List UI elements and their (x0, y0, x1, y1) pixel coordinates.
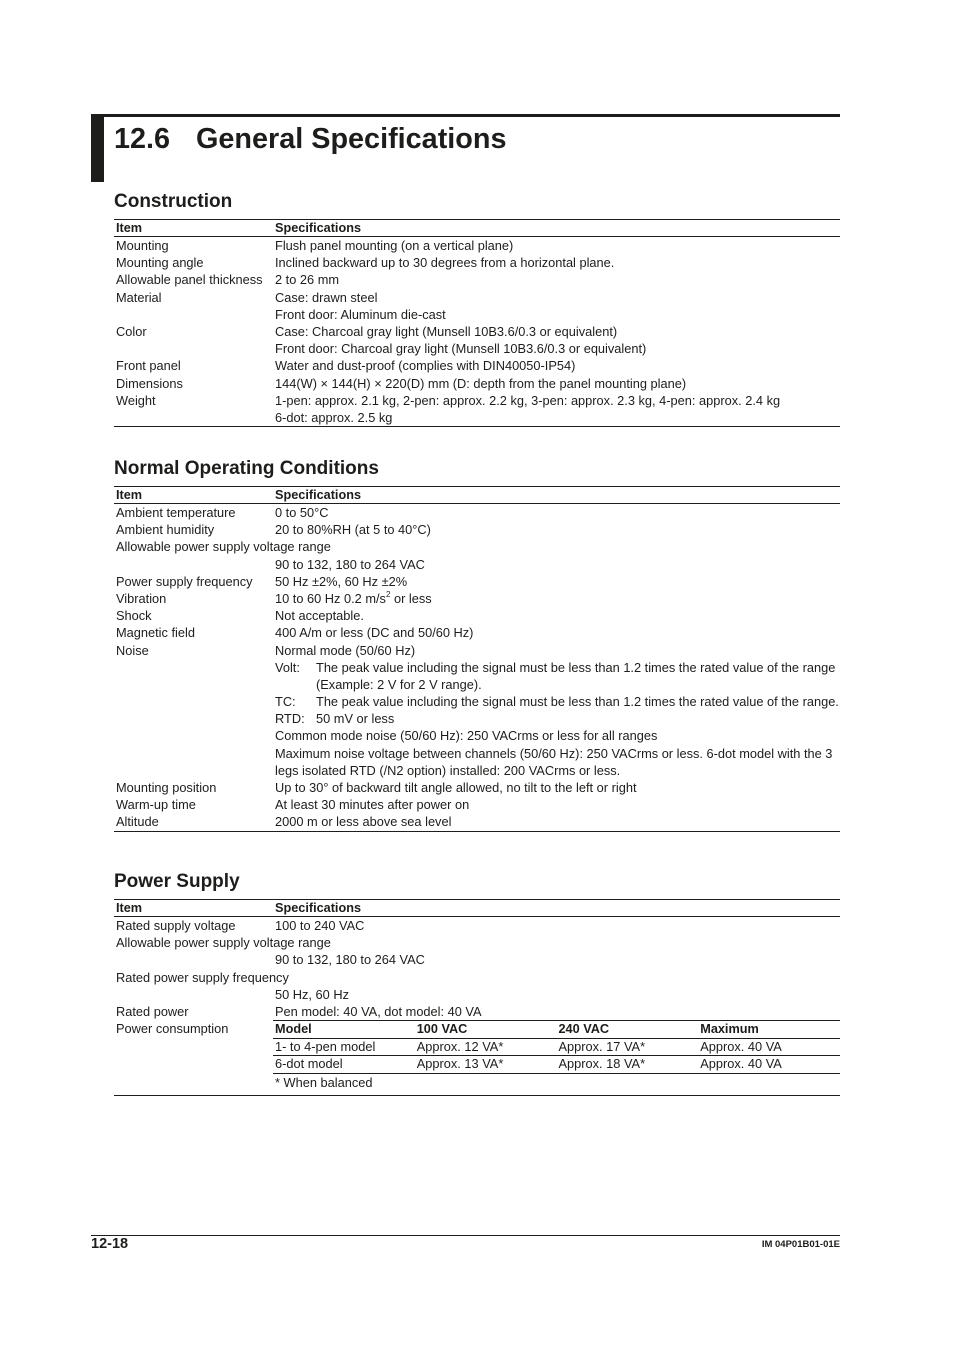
subtable-cell: Approx. 40 VA (700, 1038, 782, 1054)
section-number: 12.6 (114, 123, 171, 155)
spec-item-label: Allowable panel thickness (116, 272, 263, 288)
spec-text: 2000 m or less above sea level (275, 814, 452, 830)
spec-text: Inclined backward up to 30 degrees from a horizontal plane. (275, 255, 615, 271)
table-header-row (114, 220, 840, 237)
spec-text: legs isolated RTD (/N2 option) installed: 200 VACrms or less. (275, 762, 621, 778)
spec-item-label: Dimensions (116, 375, 183, 391)
section-heading: Power Supply (114, 871, 240, 892)
spec-value (275, 796, 840, 813)
spec-item-label: Power consumption (116, 1021, 229, 1037)
table-body (114, 237, 840, 426)
superscript: 2 (385, 589, 391, 599)
spec-item-label (114, 306, 275, 323)
spec-text: 1-pen: approx. 2.1 kg, 2-pen: approx. 2.2 kg, 3-pen: approx. 2.3 kg, 4-pen: approx. 2.4 kg (275, 392, 781, 408)
spec-text: 90 to 132, 180 to 264 VAC (275, 952, 425, 968)
spec-value (275, 306, 840, 323)
spec-value (275, 409, 840, 426)
spec-item-label (114, 710, 275, 727)
table-row (114, 590, 840, 607)
spec-value (275, 521, 840, 538)
spec-value (275, 934, 840, 951)
table-row (114, 813, 840, 830)
table-row (114, 693, 840, 710)
spec-value (275, 659, 840, 676)
table-row (114, 607, 840, 624)
spec-sub-text: The peak value including the signal must be less than 1.2 times the rated value of the range (316, 659, 836, 675)
spec-value (275, 375, 840, 392)
table-row (114, 969, 840, 986)
spec-sub-text: (Example: 2 V for 2 V range). (316, 676, 482, 692)
spec-value (275, 590, 840, 607)
spec-item-label (114, 340, 275, 357)
spec-text: 90 to 132, 180 to 264 VAC (275, 556, 425, 572)
construction-table (114, 219, 840, 427)
spec-item-label: Rated power supply frequency (116, 969, 289, 985)
spec-item-label (114, 676, 275, 693)
subtable-header-row (273, 1021, 840, 1039)
spec-text: 400 A/m or less (DC and 50/60 Hz) (275, 625, 474, 641)
spec-text: Case: drawn steel (275, 289, 378, 305)
spec-item-label (114, 762, 275, 779)
table-row (114, 306, 840, 323)
spec-value (275, 323, 840, 340)
spec-text: 50 Hz ±2%, 60 Hz ±2% (275, 573, 408, 589)
table-row (114, 779, 840, 796)
column-header-item: Item (116, 488, 143, 502)
table-row (114, 271, 840, 288)
column-header-item: Item (116, 221, 143, 235)
table-row (114, 624, 840, 641)
spec-value (275, 676, 840, 693)
spec-value (275, 745, 840, 762)
table-row (114, 340, 840, 357)
spec-item-label (114, 745, 275, 762)
spec-text: Water and dust-proof (complies with DIN40050-IP54) (275, 358, 576, 374)
spec-text: Case: Charcoal gray light (Munsell 10B3.6/0.3 or equivalent) (275, 323, 618, 339)
spec-value (275, 392, 840, 409)
spec-value (275, 986, 840, 1003)
spec-value (275, 642, 840, 659)
spec-text-suffix: or less (390, 590, 432, 606)
spec-value (275, 573, 840, 590)
spec-item-label (114, 951, 275, 968)
subtable-column-header: Maximum (700, 1022, 759, 1037)
spec-item-label: Vibration (116, 590, 167, 606)
subtable-row (273, 1056, 840, 1074)
spec-value (275, 779, 840, 796)
spec-text: 0 to 50°C (275, 505, 329, 520)
spec-value (275, 917, 840, 934)
spec-text: Flush panel mounting (on a vertical plane) (275, 238, 514, 253)
table-row (114, 951, 840, 968)
spec-item-label: Altitude (116, 814, 159, 830)
subtable-column-header: Model (275, 1022, 312, 1037)
table-row (114, 323, 840, 340)
spec-value (275, 762, 840, 779)
footer-rule (91, 1235, 840, 1236)
spec-item-label (114, 693, 275, 710)
subtable-cell: Approx. 17 VA* (558, 1038, 646, 1054)
spec-sub-label: RTD: (275, 711, 305, 727)
spec-value (275, 254, 840, 271)
table-row (114, 556, 840, 573)
spec-value (275, 624, 840, 641)
spec-value (275, 289, 840, 306)
spec-text: 2 to 26 mm (275, 272, 340, 288)
table-row (114, 573, 840, 590)
table-row (114, 917, 840, 934)
spec-item-label: Mounting position (116, 780, 217, 795)
spec-sub-text: 50 mV or less (316, 711, 395, 727)
spec-value (275, 710, 840, 727)
column-header-specifications: Specifications (275, 221, 362, 235)
page-title: General Specifications (196, 123, 507, 155)
spec-value (275, 951, 840, 968)
spec-value (275, 727, 840, 744)
spec-item-label: Power supply frequency (116, 573, 253, 589)
document-id: IM 04P01B01-01E (761, 1239, 840, 1250)
spec-item-label: Shock (116, 608, 152, 624)
spec-item-label: Ambient humidity (116, 522, 215, 538)
table-row (114, 762, 840, 779)
spec-item-label: Rated power (116, 1003, 189, 1019)
spec-text: Front door: Aluminum die-cast (275, 306, 446, 322)
column-header-specifications: Specifications (275, 488, 362, 502)
table-row (114, 357, 840, 374)
subtable-footnote: * When balanced (275, 1074, 373, 1090)
spec-item-label (114, 727, 275, 744)
subtable-cell: 1- to 4-pen model (275, 1038, 376, 1054)
section-heading: Construction (114, 191, 233, 212)
spec-value (275, 1003, 840, 1020)
spec-value (275, 271, 840, 288)
spec-item-label (114, 409, 275, 426)
subtable-cell: Approx. 13 VA* (416, 1056, 504, 1072)
spec-item-label: Front panel (116, 358, 181, 374)
spec-text: Up to 30° of backward tilt angle allowed, no tilt to the left or right (275, 780, 637, 795)
spec-item-label: Mounting (116, 238, 169, 253)
spec-text: Common mode noise (50/60 Hz): 250 VACrms or less for all ranges (275, 728, 658, 744)
table-row (114, 745, 840, 762)
table-body (114, 917, 840, 1095)
spec-text: Normal mode (50/60 Hz) (275, 642, 416, 658)
spec-value (275, 538, 840, 555)
spec-text: 144(W) × 144(H) × 220(D) mm (D: depth from the panel mounting plane) (275, 375, 687, 391)
spec-item-label: Rated supply voltage (116, 918, 236, 933)
spec-value (275, 813, 840, 830)
spec-value (275, 969, 840, 986)
spec-text: 100 to 240 VAC (275, 918, 365, 933)
table-row (114, 1020, 840, 1095)
subtable-cell: Approx. 18 VA* (558, 1056, 646, 1072)
spec-text: Not acceptable. (275, 608, 364, 624)
spec-item-label: Material (116, 289, 162, 305)
spec-value (275, 357, 840, 374)
column-header-specifications: Specifications (275, 901, 362, 915)
table-header-row (114, 900, 840, 917)
spec-item-label: Mounting angle (116, 255, 204, 271)
spec-item-label: Allowable power supply voltage range (116, 935, 331, 951)
spec-item-label: Color (116, 323, 147, 339)
spec-value (275, 693, 840, 710)
table-row (114, 796, 840, 813)
table-row (114, 521, 840, 538)
table-row (114, 538, 840, 555)
subtable-cell: Approx. 40 VA (700, 1056, 782, 1072)
subtable-column-header: 240 VAC (558, 1022, 610, 1037)
spec-text: Pen model: 40 VA, dot model: 40 VA (275, 1003, 482, 1019)
table-row (114, 237, 840, 254)
spec-item-label: Noise (116, 642, 149, 658)
table-row (114, 504, 840, 521)
table-row (114, 710, 840, 727)
subtable-cell: 6-dot model (275, 1056, 343, 1072)
spec-item-label: Allowable power supply voltage range (116, 539, 331, 555)
section-heading: Normal Operating Conditions (114, 458, 379, 479)
spec-item-label: Weight (116, 392, 156, 408)
table-row (114, 375, 840, 392)
table-row (114, 254, 840, 271)
table-row (114, 392, 840, 409)
table-row (114, 642, 840, 659)
spec-sub-text: The peak value including the signal must be less than 1.2 times the rated value of the range. (316, 694, 839, 710)
table-row (114, 934, 840, 951)
page-number: 12-18 (91, 1236, 129, 1252)
spec-value (275, 340, 840, 357)
subtable-cell: Approx. 12 VA* (416, 1038, 504, 1054)
spec-text: 20 to 80%RH (at 5 to 40°C) (275, 522, 431, 538)
spec-sub-label: TC: (275, 694, 296, 710)
table-row (114, 986, 840, 1003)
spec-value (275, 556, 840, 573)
spec-value (275, 504, 840, 521)
power-consumption-table (273, 1020, 840, 1091)
section-marker-bar (91, 114, 104, 182)
spec-text: Maximum noise voltage between channels (50/60 Hz): 250 VACrms or less. 6-dot model with the 3 (275, 745, 833, 761)
spec-sub-label: Volt: (275, 659, 300, 675)
spec-text: At least 30 minutes after power on (275, 797, 470, 813)
subtable-column-header: 100 VAC (416, 1022, 468, 1037)
spec-item-label: Magnetic field (116, 625, 195, 641)
spec-value (275, 237, 840, 254)
spec-text: 50 Hz, 60 Hz (275, 986, 349, 1002)
normal-operating-conditions-table (114, 486, 840, 832)
column-header-item: Item (116, 901, 143, 915)
table-row (114, 676, 840, 693)
spec-item-label (114, 659, 275, 676)
table-row (114, 1003, 840, 1020)
spec-value (275, 607, 840, 624)
table-row (114, 289, 840, 306)
spec-value (275, 1020, 840, 1091)
table-header-row (114, 487, 840, 504)
spec-item-label: Warm-up time (116, 797, 196, 813)
table-row (114, 659, 840, 676)
spec-text: Front door: Charcoal gray light (Munsell 10B3.6/0.3 or equivalent) (275, 341, 647, 357)
power-supply-table (114, 899, 840, 1096)
title-rule (91, 114, 840, 117)
table-row (114, 409, 840, 426)
table-body (114, 504, 840, 831)
subtable-row (273, 1039, 840, 1057)
spec-item-label: Ambient temperature (116, 505, 236, 520)
table-row (114, 727, 840, 744)
spec-item-label (114, 986, 275, 1003)
spec-text: 6-dot: approx. 2.5 kg (275, 409, 393, 425)
spec-text: 10 to 60 Hz 0.2 m/s (275, 590, 386, 606)
spec-item-label (114, 556, 275, 573)
